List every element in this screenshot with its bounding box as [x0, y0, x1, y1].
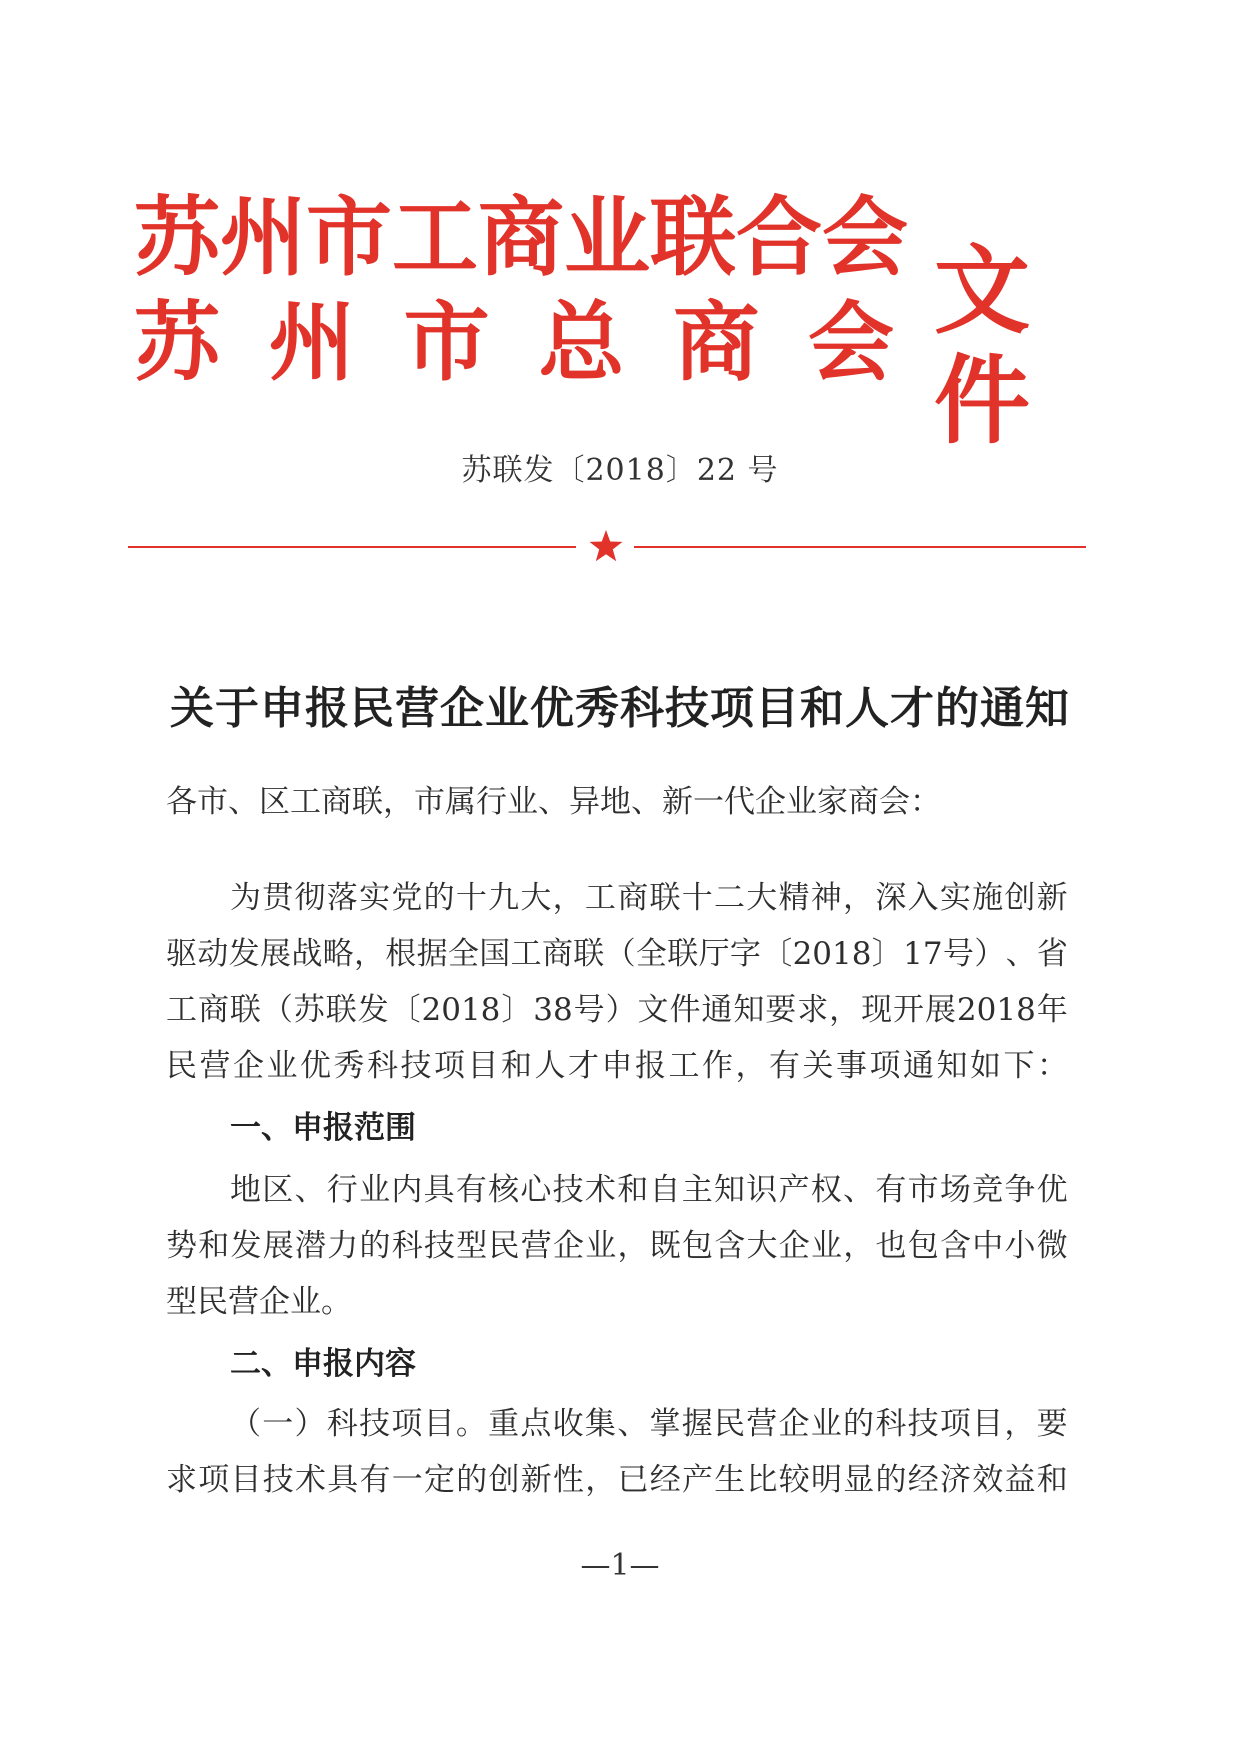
notice-title: 关于申报民营企业优秀科技项目和人才的通知: [170, 683, 1070, 734]
scope-line: 地 区 、 行 业 内 具 有 核 心 技 术 和 自 主 知 识 产 权 、 有 市 场 竞 争 优: [230, 1172, 1068, 1208]
issuer-char: 州: [268, 292, 355, 393]
issuer-char: 总: [538, 292, 625, 393]
issuer-char: 商: [673, 292, 760, 393]
issuer-char: 工: [392, 187, 478, 288]
intro-line: 工 商 联 （ 苏 联 发 〔 2018 〕 38 号 ） 文 件 通 知 要 求 ， 现 开 展 2018 年: [166, 992, 1068, 1028]
red-rule-left: [128, 546, 576, 548]
document-number: 苏联发〔2018〕22 号: [461, 453, 779, 488]
intro-line: 民 营 企 业 优 秀 科 技 项 目 和 人 才 申 报 工 作 ， 有 关 事 项 通 知 如 下 ：: [166, 1048, 1068, 1084]
issuer-suffix: 文件: [934, 234, 1034, 457]
red-rule-right: [634, 546, 1086, 548]
issuer-char: 联: [650, 187, 736, 288]
section-heading-scope: 一、申报范围: [230, 1110, 416, 1146]
content-line: （ 一 ） 科 技 项 目 。 重 点 收 集 、 掌 握 民 营 企 业 的 科 技 项 目 ， 要: [230, 1406, 1068, 1442]
issuer-char: 会: [807, 292, 894, 393]
intro-line: 驱 动 发 展 战 略 ， 根 据 全 国 工 商 联 （ 全 联 厅 字 〔 2018 〕 17 号 ） 、 省: [166, 936, 1068, 972]
issuer-char: 市: [403, 292, 490, 393]
issuer-char: 合: [736, 187, 822, 288]
section-heading-content: 二、申报内容: [230, 1346, 416, 1382]
intro-line: 为 贯 彻 落 实 党 的 十 九 大 ， 工 商 联 十 二 大 精 神 ， 深 入 实 施 创 新: [230, 880, 1068, 916]
issuer-line-chamber: [134, 293, 894, 393]
issuer-char: 商: [478, 187, 564, 288]
issuer-header: [134, 187, 1094, 457]
salutation: 各市、区工商联，市属行业、异地、新一代企业家商会：: [166, 784, 941, 820]
issuer-char: 苏: [134, 187, 220, 288]
page-number: —1—: [580, 1548, 660, 1583]
issuer-char: 苏: [134, 292, 220, 393]
issuer-char: 会: [822, 187, 908, 288]
star-icon: [588, 528, 624, 564]
scope-line: 势 和 发 展 潜 力 的 科 技 型 民 营 企 业 ， 既 包 含 大 企 业 ， 也 包 含 中 小 微: [166, 1228, 1068, 1264]
content-line: 求 项 目 技 术 具 有 一 定 的 创 新 性 ， 已 经 产 生 比 较 明 显 的 经 济 效 益 和: [166, 1462, 1068, 1498]
scope-line: 型民营企业。: [166, 1284, 352, 1320]
issuer-char: 业: [564, 187, 650, 288]
issuer-char: 州: [220, 187, 306, 288]
issuer-char: 市: [306, 187, 392, 288]
issuer-line-federation: [134, 187, 908, 288]
